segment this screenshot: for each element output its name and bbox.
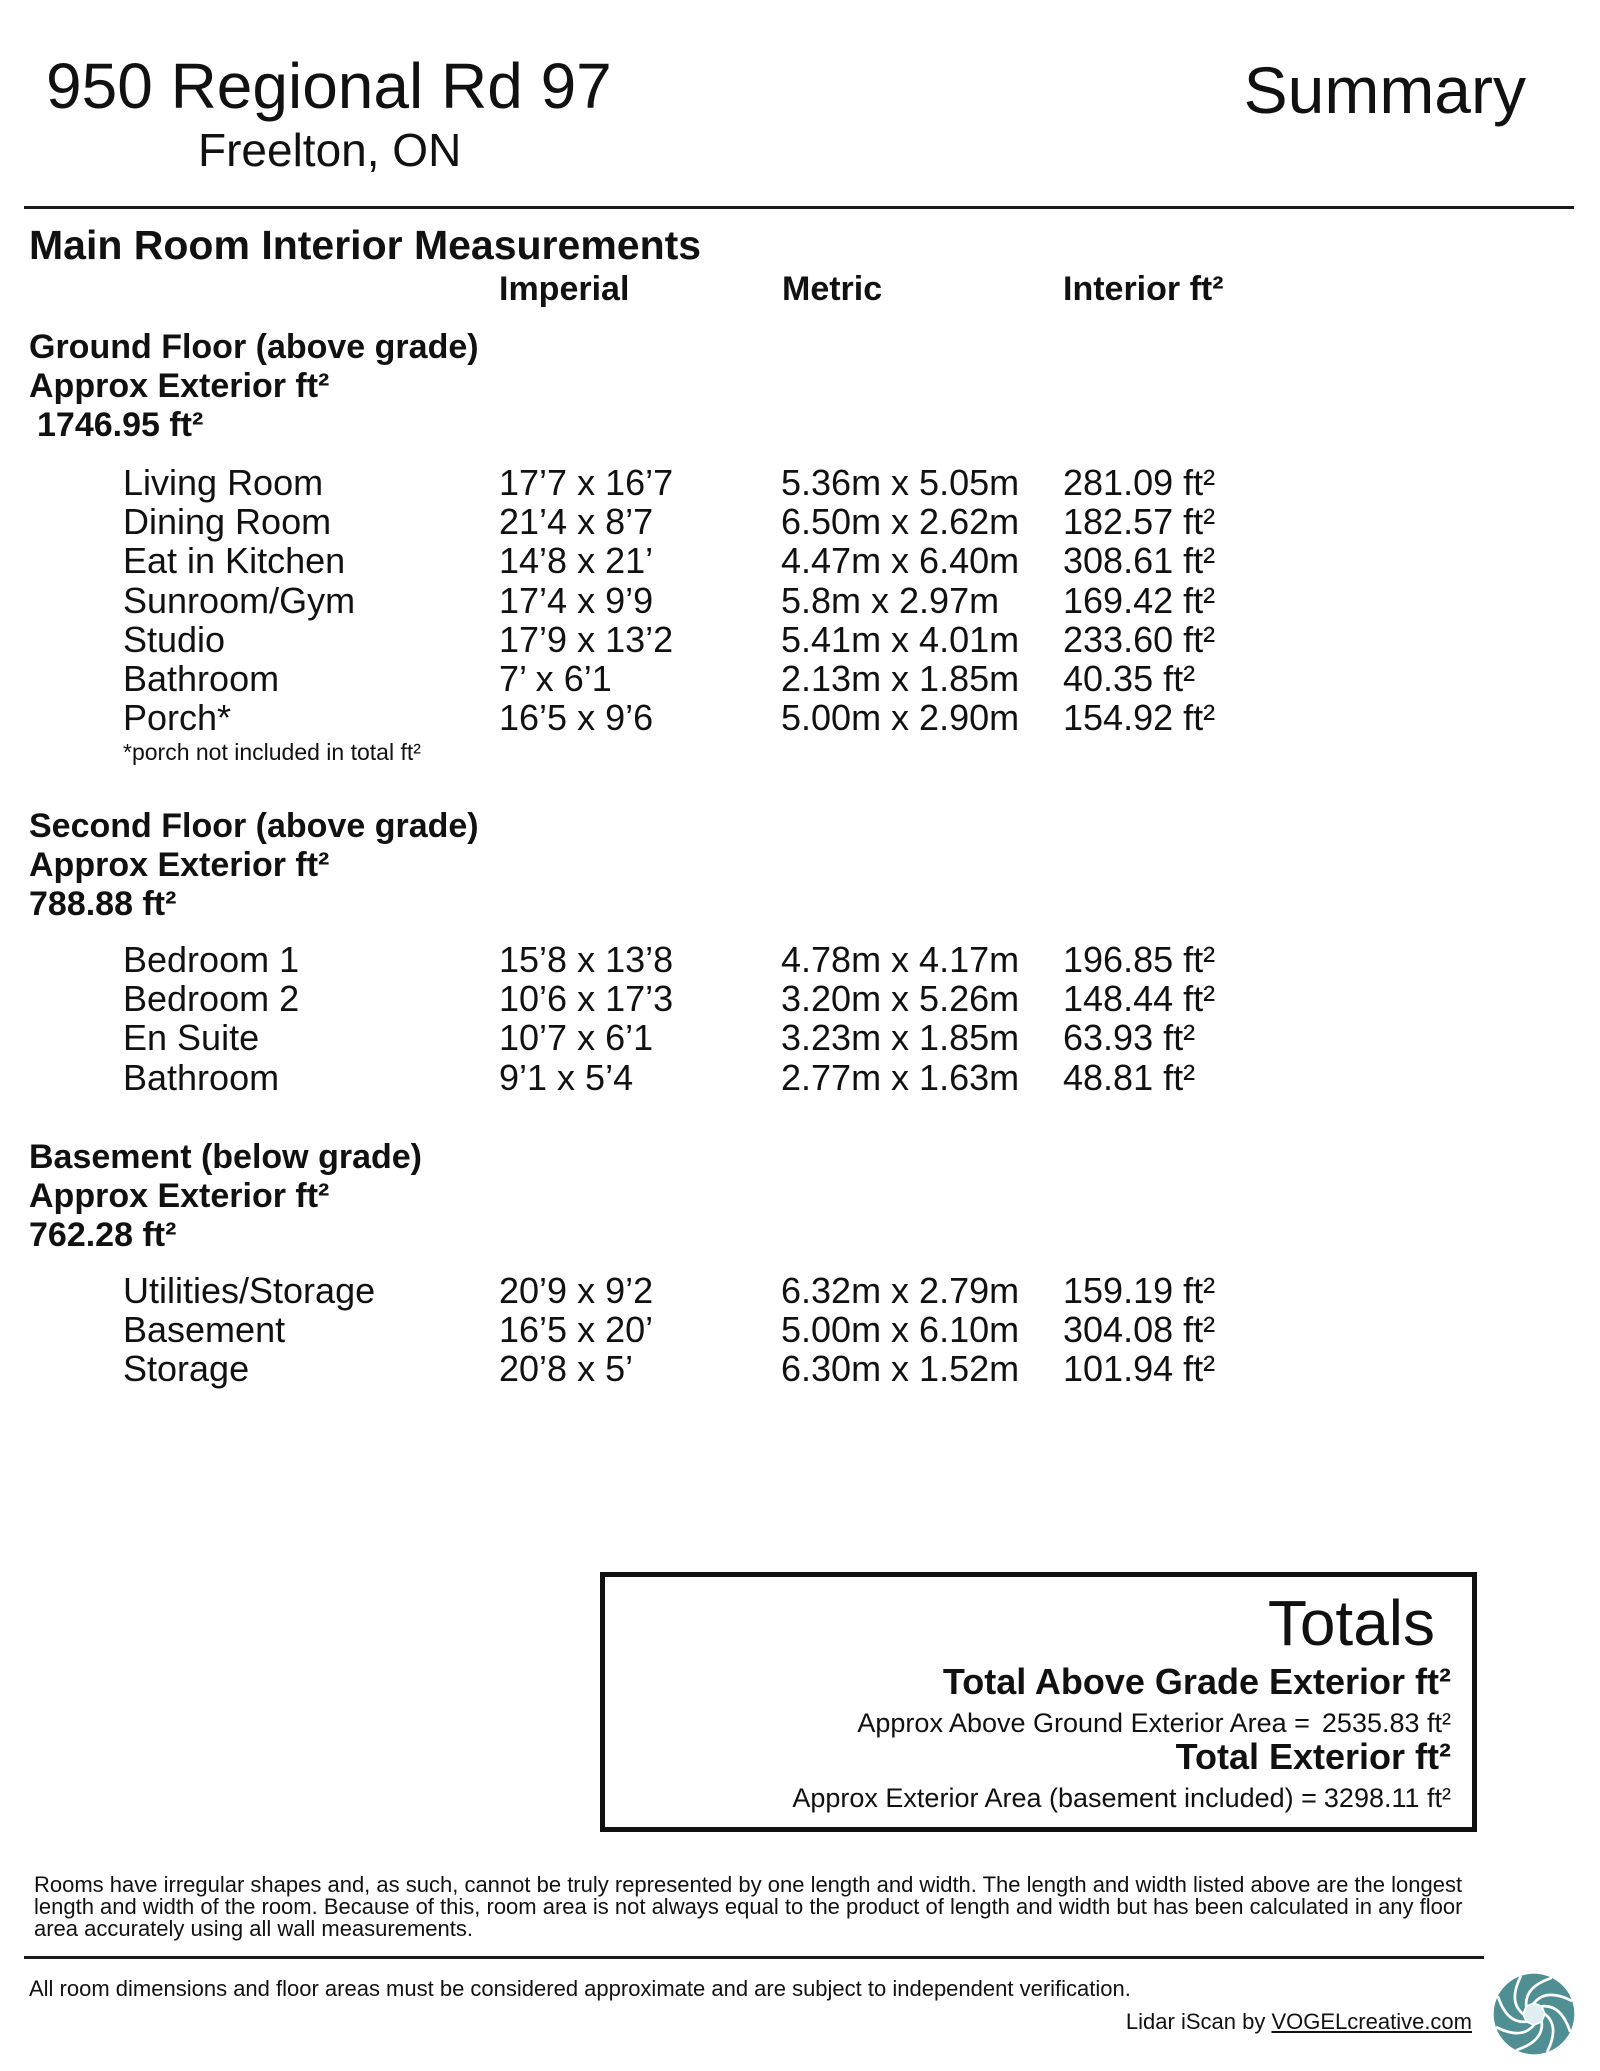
room-metric: 2.77m x 1.63m (781, 1056, 1020, 1098)
room-interior-area: 196.85 ft² (1063, 939, 1216, 980)
room-interior-area: 233.60 ft² (1063, 618, 1216, 660)
room-imperial: 10’7 x 6’1 (499, 1017, 654, 1059)
room-metric: 2.13m x 1.85m (781, 657, 1020, 699)
above-grade-label: Approx Above Ground Exterior Area = (857, 1708, 1310, 1738)
room-imperial: 20’9 x 9’2 (499, 1270, 654, 1311)
room-row (0, 1271, 1600, 1310)
page-title: Summary (1243, 53, 1526, 127)
floor-section-ground (0, 328, 1600, 765)
address-line-1: 950 Regional Rd 97 (46, 50, 612, 122)
room-list (0, 463, 1600, 737)
room-interior-area: 48.81 ft² (1063, 1056, 1196, 1098)
floor-title: Ground Floor (above grade) (29, 328, 479, 366)
room-name: Storage (123, 1348, 250, 1390)
room-metric: 5.8m x 2.97m (781, 579, 1000, 621)
floor-title: Second Floor (above grade) (29, 807, 479, 845)
room-row (0, 1058, 1600, 1097)
section-title: Main Room Interior Measurements (29, 222, 702, 268)
room-name: Bedroom 1 (123, 939, 300, 980)
room-metric: 4.78m x 4.17m (781, 939, 1020, 980)
room-name: Bathroom (123, 1056, 280, 1098)
room-imperial: 17’4 x 9’9 (499, 579, 654, 621)
room-imperial: 15’8 x 13’8 (499, 939, 674, 980)
room-row (0, 1349, 1600, 1388)
room-row (0, 581, 1600, 620)
address-line-2: Freelton, ON (198, 124, 462, 176)
above-grade-area (857, 1706, 1451, 1740)
room-metric: 3.20m x 5.26m (781, 978, 1020, 1020)
room-metric: 5.00m x 6.10m (781, 1309, 1020, 1351)
room-row (0, 979, 1600, 1018)
room-interior-area: 308.61 ft² (1063, 540, 1216, 582)
room-metric: 6.32m x 2.79m (781, 1270, 1020, 1311)
logo-core (1523, 2003, 1545, 2025)
total-exterior-label: Approx Exterior Area (basement included) = (792, 1783, 1317, 1813)
column-header-imperial: Imperial (499, 270, 630, 308)
room-interior-area: 159.19 ft² (1063, 1270, 1216, 1311)
room-list (0, 940, 1600, 1097)
total-exterior-value: 3298.11 ft² (1323, 1783, 1451, 1813)
header-divider (24, 206, 1574, 209)
room-metric: 3.23m x 1.85m (781, 1017, 1020, 1059)
scan-credit (1126, 2009, 1472, 2035)
room-row (0, 541, 1600, 580)
room-name: Bedroom 2 (123, 978, 300, 1020)
room-imperial: 21’4 x 8’7 (499, 501, 654, 543)
floor-exterior-value: 1746.95 ft² (37, 406, 204, 444)
room-interior-area: 40.35 ft² (1063, 657, 1196, 699)
room-row (0, 940, 1600, 979)
room-imperial: 16’5 x 9’6 (499, 697, 654, 739)
room-name: Basement (123, 1309, 286, 1351)
total-exterior-area (792, 1781, 1451, 1815)
room-interior-area: 154.92 ft² (1063, 697, 1216, 739)
room-interior-area: 148.44 ft² (1063, 978, 1216, 1020)
room-metric: 5.36m x 5.05m (781, 462, 1020, 503)
room-row (0, 620, 1600, 659)
room-imperial: 16’5 x 20’ (499, 1309, 654, 1351)
room-imperial: 17’7 x 16’7 (499, 462, 674, 503)
room-name: Utilities/Storage (123, 1270, 376, 1311)
credit-prefix: Lidar iScan by (1125, 2009, 1266, 2034)
room-name: Living Room (123, 462, 324, 503)
total-exterior-heading: Total Exterior ft² (1175, 1736, 1451, 1777)
disclaimer-paragraph: Rooms have irregular shapes and, as such, cannot be truly represented by one length and width. The length and width listed above are the longest length and width of the room. Because of this, room area is not always equal to the product of length and width but has been calculated in any floor area accurately using all wall measurements. (34, 1872, 1463, 1941)
room-interior-area: 304.08 ft² (1063, 1309, 1216, 1351)
room-name: En Suite (123, 1017, 260, 1059)
room-name: Bathroom (123, 657, 280, 699)
room-imperial: 20’8 x 5’ (499, 1348, 634, 1390)
room-name: Studio (123, 618, 226, 660)
room-name: Sunroom/Gym (123, 579, 356, 621)
room-name: Porch* (123, 697, 232, 739)
room-interior-area: 169.42 ft² (1063, 579, 1216, 621)
room-metric: 5.00m x 2.90m (781, 697, 1020, 739)
room-row (0, 698, 1600, 737)
aperture-logo-icon (1492, 1972, 1576, 2056)
room-imperial: 9’1 x 5’4 (499, 1056, 634, 1098)
room-imperial: 7’ x 6’1 (499, 657, 612, 699)
room-row (0, 463, 1600, 502)
room-name: Dining Room (123, 501, 332, 543)
floor-exterior-label: Approx Exterior ft² (29, 367, 330, 405)
vogelcreative-link[interactable]: VOGELcreative.com (1271, 2009, 1472, 2034)
totals-title: Totals (1267, 1587, 1435, 1659)
room-interior-area: 101.94 ft² (1063, 1348, 1216, 1390)
room-metric: 6.30m x 1.52m (781, 1348, 1020, 1390)
floor-section-basement (0, 1138, 1600, 1389)
room-imperial: 10’6 x 17’3 (499, 978, 674, 1020)
floor-exterior-label: Approx Exterior ft² (29, 846, 330, 884)
footer-divider (24, 1956, 1484, 1959)
room-interior-area: 182.57 ft² (1063, 501, 1216, 543)
column-header-interior: Interior ft² (1063, 270, 1224, 308)
floor-exterior-value: 788.88 ft² (29, 885, 177, 923)
room-row (0, 1310, 1600, 1349)
room-row (0, 502, 1600, 541)
floor-exterior-value: 762.28 ft² (29, 1216, 177, 1254)
room-metric: 6.50m x 2.62m (781, 501, 1020, 543)
room-row (0, 1018, 1600, 1057)
floor-exterior-label: Approx Exterior ft² (29, 1177, 330, 1215)
totals-box (600, 1572, 1477, 1832)
floor-section-second (0, 807, 1600, 1097)
above-grade-heading: Total Above Grade Exterior ft² (942, 1661, 1451, 1702)
room-imperial: 17’9 x 13’2 (499, 618, 674, 660)
room-metric: 5.41m x 4.01m (781, 618, 1020, 660)
room-interior-area: 63.93 ft² (1063, 1017, 1196, 1059)
room-row (0, 659, 1600, 698)
room-imperial: 14’8 x 21’ (499, 540, 654, 582)
room-interior-area: 281.09 ft² (1063, 462, 1216, 503)
room-metric: 4.47m x 6.40m (781, 540, 1020, 582)
room-list (0, 1271, 1600, 1389)
above-grade-value: 2535.83 ft² (1321, 1708, 1451, 1738)
approximate-notice: All room dimensions and floor areas must be considered approximate and are subject to independent verification. (29, 1976, 1131, 2001)
column-header-metric: Metric (782, 270, 883, 308)
porch-footnote: *porch not included in total ft² (123, 739, 421, 766)
floor-title: Basement (below grade) (29, 1138, 422, 1176)
room-name: Eat in Kitchen (123, 540, 346, 582)
